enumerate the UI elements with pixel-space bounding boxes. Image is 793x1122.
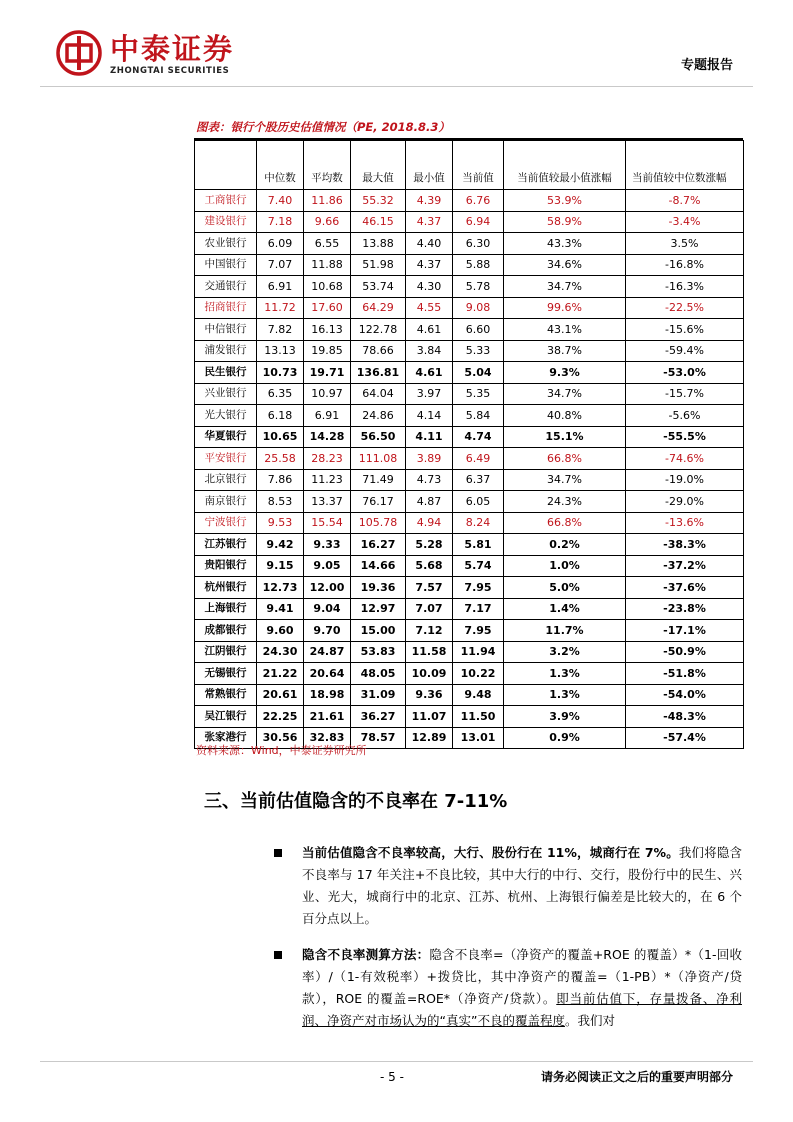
table-header-row bbox=[195, 141, 744, 190]
value-cell: 9.48 bbox=[453, 684, 504, 706]
bank-name-cell: 中国银行 bbox=[195, 254, 257, 276]
value-cell: 9.36 bbox=[406, 684, 453, 706]
value-cell: -50.9% bbox=[626, 641, 744, 663]
value-cell: 22.25 bbox=[257, 706, 304, 728]
value-cell: 20.61 bbox=[257, 684, 304, 706]
value-cell: -13.6% bbox=[626, 512, 744, 534]
value-cell: 34.7% bbox=[504, 469, 626, 491]
value-cell: 17.60 bbox=[304, 297, 351, 319]
value-cell: 19.85 bbox=[304, 340, 351, 362]
value-cell: 4.87 bbox=[406, 491, 453, 513]
value-cell: -3.4% bbox=[626, 211, 744, 233]
value-cell: 31.09 bbox=[351, 684, 406, 706]
bank-name-cell: 招商银行 bbox=[195, 297, 257, 319]
value-cell: 8.53 bbox=[257, 491, 304, 513]
value-cell: 0.2% bbox=[504, 534, 626, 556]
value-cell: 58.9% bbox=[504, 211, 626, 233]
value-cell: -23.8% bbox=[626, 598, 744, 620]
column-header: 当前值较中位数涨幅 bbox=[626, 141, 744, 190]
value-cell: 12.00 bbox=[304, 577, 351, 599]
table-row bbox=[195, 405, 744, 427]
value-cell: -53.0% bbox=[626, 362, 744, 384]
value-cell: 78.66 bbox=[351, 340, 406, 362]
value-cell: 56.50 bbox=[351, 426, 406, 448]
bullet-lead: 当前估值隐含不良率较高，大行、股份行在 11%，城商行在 7%。 bbox=[302, 845, 679, 860]
value-cell: 10.09 bbox=[406, 663, 453, 685]
value-cell: 4.39 bbox=[406, 190, 453, 212]
value-cell: 11.07 bbox=[406, 706, 453, 728]
value-cell: -57.4% bbox=[626, 727, 744, 749]
value-cell: 12.73 bbox=[257, 577, 304, 599]
bank-name-cell: 浦发银行 bbox=[195, 340, 257, 362]
value-cell: 66.8% bbox=[504, 448, 626, 470]
value-cell: 14.28 bbox=[304, 426, 351, 448]
value-cell: 99.6% bbox=[504, 297, 626, 319]
table-row bbox=[195, 297, 744, 319]
value-cell: 5.68 bbox=[406, 555, 453, 577]
value-cell: 21.22 bbox=[257, 663, 304, 685]
bullet-paragraph bbox=[302, 842, 742, 930]
bank-name-cell: 南京银行 bbox=[195, 491, 257, 513]
value-cell: 16.27 bbox=[351, 534, 406, 556]
value-cell: 16.13 bbox=[304, 319, 351, 341]
value-cell: 46.15 bbox=[351, 211, 406, 233]
value-cell: 6.37 bbox=[453, 469, 504, 491]
value-cell: 18.98 bbox=[304, 684, 351, 706]
bank-name-cell: 宁波银行 bbox=[195, 512, 257, 534]
header-divider bbox=[40, 86, 753, 87]
value-cell: 71.49 bbox=[351, 469, 406, 491]
bullet-underlined-text: 即当前估值下，存量拨备、净利润、净资产对市场认为的“真实”不良的覆盖程度 bbox=[302, 991, 742, 1028]
value-cell: 7.07 bbox=[406, 598, 453, 620]
bank-name-cell: 北京银行 bbox=[195, 469, 257, 491]
value-cell: 4.55 bbox=[406, 297, 453, 319]
value-cell: 38.7% bbox=[504, 340, 626, 362]
value-cell: 7.95 bbox=[453, 620, 504, 642]
value-cell: 9.08 bbox=[453, 297, 504, 319]
value-cell: 10.22 bbox=[453, 663, 504, 685]
column-header bbox=[195, 141, 257, 190]
value-cell: 15.00 bbox=[351, 620, 406, 642]
value-cell: -17.1% bbox=[626, 620, 744, 642]
value-cell: 4.40 bbox=[406, 233, 453, 255]
value-cell: 3.5% bbox=[626, 233, 744, 255]
value-cell: 53.74 bbox=[351, 276, 406, 298]
column-header: 当前值较最小值涨幅 bbox=[504, 141, 626, 190]
table-row bbox=[195, 211, 744, 233]
value-cell: 9.42 bbox=[257, 534, 304, 556]
valuation-table bbox=[194, 140, 744, 749]
column-header: 中位数 bbox=[257, 141, 304, 190]
table-row bbox=[195, 340, 744, 362]
value-cell: 15.1% bbox=[504, 426, 626, 448]
value-cell: 11.23 bbox=[304, 469, 351, 491]
value-cell: 4.73 bbox=[406, 469, 453, 491]
table-row bbox=[195, 663, 744, 685]
value-cell: 10.97 bbox=[304, 383, 351, 405]
value-cell: 7.82 bbox=[257, 319, 304, 341]
table-row bbox=[195, 620, 744, 642]
value-cell: 13.37 bbox=[304, 491, 351, 513]
value-cell: 4.37 bbox=[406, 211, 453, 233]
bank-name-cell: 贵阳银行 bbox=[195, 555, 257, 577]
value-cell: -15.7% bbox=[626, 383, 744, 405]
value-cell: 15.54 bbox=[304, 512, 351, 534]
bank-name-cell: 工商银行 bbox=[195, 190, 257, 212]
value-cell: -22.5% bbox=[626, 297, 744, 319]
table-row bbox=[195, 426, 744, 448]
footer-divider bbox=[40, 1061, 753, 1062]
value-cell: 14.66 bbox=[351, 555, 406, 577]
value-cell: 13.88 bbox=[351, 233, 406, 255]
value-cell: -16.3% bbox=[626, 276, 744, 298]
value-cell: 11.7% bbox=[504, 620, 626, 642]
value-cell: 6.60 bbox=[453, 319, 504, 341]
value-cell: 11.50 bbox=[453, 706, 504, 728]
bank-name-cell: 江苏银行 bbox=[195, 534, 257, 556]
bullet-body: 隐含不良率=（净资产的覆盖+ROE 的覆盖）*（1-回收率）/（1-有效税率）+拨贷比，其中净资产的覆盖=（1-PB）*（净资产/贷款），ROE 的覆盖=ROE*（净资产/贷款）。 bbox=[302, 947, 742, 1006]
value-cell: 12.97 bbox=[351, 598, 406, 620]
value-cell: 5.04 bbox=[453, 362, 504, 384]
value-cell: 4.11 bbox=[406, 426, 453, 448]
table-row bbox=[195, 362, 744, 384]
value-cell: 64.04 bbox=[351, 383, 406, 405]
value-cell: 10.68 bbox=[304, 276, 351, 298]
page-number: - 5 - bbox=[380, 1070, 404, 1084]
value-cell: 13.01 bbox=[453, 727, 504, 749]
value-cell: -8.7% bbox=[626, 190, 744, 212]
value-cell: 6.35 bbox=[257, 383, 304, 405]
value-cell: 105.78 bbox=[351, 512, 406, 534]
source-note: 资料来源：Wind，中泰证券研究所 bbox=[196, 744, 367, 757]
value-cell: 9.70 bbox=[304, 620, 351, 642]
zhongtai-logo-icon bbox=[56, 30, 102, 76]
table-row bbox=[195, 555, 744, 577]
value-cell: 13.13 bbox=[257, 340, 304, 362]
table-row bbox=[195, 254, 744, 276]
value-cell: 3.89 bbox=[406, 448, 453, 470]
bullet-body: 我们将隐含不良率与 17 年关注+不良比较，其中大行的中行、交行，股份行中的民生、兴业、光大，城商行中的北京、江苏、杭州、上海银行偏差是比较大的，在 6 个百分点以上。 bbox=[302, 845, 742, 926]
value-cell: 7.95 bbox=[453, 577, 504, 599]
table-row bbox=[195, 684, 744, 706]
value-cell: 9.66 bbox=[304, 211, 351, 233]
value-cell: 4.74 bbox=[453, 426, 504, 448]
bullet-square-icon bbox=[274, 951, 282, 959]
value-cell: 19.71 bbox=[304, 362, 351, 384]
value-cell: 9.04 bbox=[304, 598, 351, 620]
value-cell: -29.0% bbox=[626, 491, 744, 513]
table-row bbox=[195, 598, 744, 620]
value-cell: -74.6% bbox=[626, 448, 744, 470]
value-cell: 66.8% bbox=[504, 512, 626, 534]
value-cell: 9.15 bbox=[257, 555, 304, 577]
value-cell: 40.8% bbox=[504, 405, 626, 427]
value-cell: 5.78 bbox=[453, 276, 504, 298]
value-cell: 7.07 bbox=[257, 254, 304, 276]
value-cell: 28.23 bbox=[304, 448, 351, 470]
value-cell: 0.9% bbox=[504, 727, 626, 749]
brand-name-cn: 中泰证券 bbox=[110, 32, 235, 66]
value-cell: 4.14 bbox=[406, 405, 453, 427]
value-cell: 11.94 bbox=[453, 641, 504, 663]
bank-name-cell: 光大银行 bbox=[195, 405, 257, 427]
value-cell: 3.2% bbox=[504, 641, 626, 663]
value-cell: 6.49 bbox=[453, 448, 504, 470]
value-cell: 19.36 bbox=[351, 577, 406, 599]
table-row bbox=[195, 491, 744, 513]
value-cell: 6.18 bbox=[257, 405, 304, 427]
table-row bbox=[195, 233, 744, 255]
value-cell: 3.9% bbox=[504, 706, 626, 728]
footer-disclaimer: 请务必阅读正文之后的重要声明部分 bbox=[540, 1070, 733, 1084]
bank-name-cell: 吴江银行 bbox=[195, 706, 257, 728]
bank-name-cell: 无锡银行 bbox=[195, 663, 257, 685]
value-cell: 51.98 bbox=[351, 254, 406, 276]
bank-name-cell: 上海银行 bbox=[195, 598, 257, 620]
bank-name-cell: 农业银行 bbox=[195, 233, 257, 255]
value-cell: 5.88 bbox=[453, 254, 504, 276]
value-cell: -59.4% bbox=[626, 340, 744, 362]
value-cell: 76.17 bbox=[351, 491, 406, 513]
value-cell: 9.33 bbox=[304, 534, 351, 556]
value-cell: 6.30 bbox=[453, 233, 504, 255]
column-header: 平均数 bbox=[304, 141, 351, 190]
value-cell: 53.83 bbox=[351, 641, 406, 663]
value-cell: 36.27 bbox=[351, 706, 406, 728]
bank-name-cell: 华夏银行 bbox=[195, 426, 257, 448]
value-cell: 34.7% bbox=[504, 276, 626, 298]
value-cell: 6.55 bbox=[304, 233, 351, 255]
value-cell: 7.57 bbox=[406, 577, 453, 599]
value-cell: 21.61 bbox=[304, 706, 351, 728]
value-cell: 11.72 bbox=[257, 297, 304, 319]
column-header: 最小值 bbox=[406, 141, 453, 190]
value-cell: 10.73 bbox=[257, 362, 304, 384]
value-cell: -48.3% bbox=[626, 706, 744, 728]
value-cell: 7.17 bbox=[453, 598, 504, 620]
table-row bbox=[195, 534, 744, 556]
bullet-paragraph bbox=[302, 944, 742, 1032]
value-cell: 10.65 bbox=[257, 426, 304, 448]
value-cell: 6.09 bbox=[257, 233, 304, 255]
bank-name-cell: 常熟银行 bbox=[195, 684, 257, 706]
bank-name-cell: 平安银行 bbox=[195, 448, 257, 470]
value-cell: 5.0% bbox=[504, 577, 626, 599]
bank-name-cell: 张家港行 bbox=[195, 727, 257, 749]
value-cell: 136.81 bbox=[351, 362, 406, 384]
value-cell: 24.86 bbox=[351, 405, 406, 427]
table-row bbox=[195, 641, 744, 663]
value-cell: 11.86 bbox=[304, 190, 351, 212]
bank-name-cell: 江阴银行 bbox=[195, 641, 257, 663]
value-cell: 43.3% bbox=[504, 233, 626, 255]
table-row bbox=[195, 383, 744, 405]
value-cell: 53.9% bbox=[504, 190, 626, 212]
bank-name-cell: 交通银行 bbox=[195, 276, 257, 298]
value-cell: 8.24 bbox=[453, 512, 504, 534]
value-cell: 30.56 bbox=[257, 727, 304, 749]
value-cell: 7.40 bbox=[257, 190, 304, 212]
value-cell: 6.76 bbox=[453, 190, 504, 212]
value-cell: 11.58 bbox=[406, 641, 453, 663]
value-cell: 7.86 bbox=[257, 469, 304, 491]
value-cell: 5.35 bbox=[453, 383, 504, 405]
value-cell: 48.05 bbox=[351, 663, 406, 685]
value-cell: 5.74 bbox=[453, 555, 504, 577]
value-cell: -54.0% bbox=[626, 684, 744, 706]
value-cell: 34.7% bbox=[504, 383, 626, 405]
value-cell: -38.3% bbox=[626, 534, 744, 556]
value-cell: -37.2% bbox=[626, 555, 744, 577]
value-cell: 9.41 bbox=[257, 598, 304, 620]
column-header: 最大值 bbox=[351, 141, 406, 190]
value-cell: 9.60 bbox=[257, 620, 304, 642]
value-cell: 24.3% bbox=[504, 491, 626, 513]
value-cell: 4.37 bbox=[406, 254, 453, 276]
value-cell: 111.08 bbox=[351, 448, 406, 470]
value-cell: 3.84 bbox=[406, 340, 453, 362]
value-cell: 5.33 bbox=[453, 340, 504, 362]
value-cell: 43.1% bbox=[504, 319, 626, 341]
value-cell: 6.91 bbox=[304, 405, 351, 427]
page-header bbox=[0, 0, 793, 96]
bullet-square-icon bbox=[274, 849, 282, 857]
bullet-lead: 隐含不良率测算方法： bbox=[302, 947, 430, 962]
value-cell: 9.3% bbox=[504, 362, 626, 384]
table-row bbox=[195, 706, 744, 728]
value-cell: 11.88 bbox=[304, 254, 351, 276]
value-cell: 4.61 bbox=[406, 362, 453, 384]
value-cell: 78.57 bbox=[351, 727, 406, 749]
bank-name-cell: 建设银行 bbox=[195, 211, 257, 233]
value-cell: 4.94 bbox=[406, 512, 453, 534]
value-cell: 9.53 bbox=[257, 512, 304, 534]
value-cell: 122.78 bbox=[351, 319, 406, 341]
value-cell: 55.32 bbox=[351, 190, 406, 212]
value-cell: 20.64 bbox=[304, 663, 351, 685]
value-cell: -51.8% bbox=[626, 663, 744, 685]
value-cell: 9.05 bbox=[304, 555, 351, 577]
value-cell: -5.6% bbox=[626, 405, 744, 427]
table-row bbox=[195, 512, 744, 534]
value-cell: 5.81 bbox=[453, 534, 504, 556]
value-cell: 6.94 bbox=[453, 211, 504, 233]
table-body bbox=[195, 190, 744, 749]
bank-name-cell: 杭州银行 bbox=[195, 577, 257, 599]
bank-name-cell: 兴业银行 bbox=[195, 383, 257, 405]
report-type-label: 专题报告 bbox=[680, 58, 733, 73]
value-cell: 5.28 bbox=[406, 534, 453, 556]
section-heading: 三、当前估值隐含的不良率在 7-11% bbox=[204, 791, 508, 812]
value-cell: 24.87 bbox=[304, 641, 351, 663]
value-cell: 24.30 bbox=[257, 641, 304, 663]
table-title: 图表：银行个股历史估值情况（PE, 2018.8.3） bbox=[196, 120, 450, 134]
value-cell: 4.30 bbox=[406, 276, 453, 298]
value-cell: 7.12 bbox=[406, 620, 453, 642]
bank-name-cell: 民生银行 bbox=[195, 362, 257, 384]
table-row bbox=[195, 469, 744, 491]
value-cell: 1.4% bbox=[504, 598, 626, 620]
value-cell: 12.89 bbox=[406, 727, 453, 749]
value-cell: 64.29 bbox=[351, 297, 406, 319]
brand-name-en: ZHONGTAI SECURITIES bbox=[110, 66, 230, 76]
value-cell: -37.6% bbox=[626, 577, 744, 599]
value-cell: 32.83 bbox=[304, 727, 351, 749]
value-cell: 1.3% bbox=[504, 684, 626, 706]
value-cell: 34.6% bbox=[504, 254, 626, 276]
column-header: 当前值 bbox=[453, 141, 504, 190]
value-cell: 1.0% bbox=[504, 555, 626, 577]
value-cell: -19.0% bbox=[626, 469, 744, 491]
value-cell: -15.6% bbox=[626, 319, 744, 341]
value-cell: 7.18 bbox=[257, 211, 304, 233]
value-cell: 6.05 bbox=[453, 491, 504, 513]
table-row bbox=[195, 276, 744, 298]
bank-name-cell: 成都银行 bbox=[195, 620, 257, 642]
value-cell: 25.58 bbox=[257, 448, 304, 470]
value-cell: -55.5% bbox=[626, 426, 744, 448]
value-cell: 3.97 bbox=[406, 383, 453, 405]
value-cell: -16.8% bbox=[626, 254, 744, 276]
table-row bbox=[195, 448, 744, 470]
bullet-tail: 。我们对 bbox=[564, 1013, 615, 1028]
value-cell: 5.84 bbox=[453, 405, 504, 427]
table-row bbox=[195, 190, 744, 212]
table-row bbox=[195, 319, 744, 341]
value-cell: 4.61 bbox=[406, 319, 453, 341]
value-cell: 6.91 bbox=[257, 276, 304, 298]
bank-name-cell: 中信银行 bbox=[195, 319, 257, 341]
value-cell: 1.3% bbox=[504, 663, 626, 685]
table-row bbox=[195, 577, 744, 599]
